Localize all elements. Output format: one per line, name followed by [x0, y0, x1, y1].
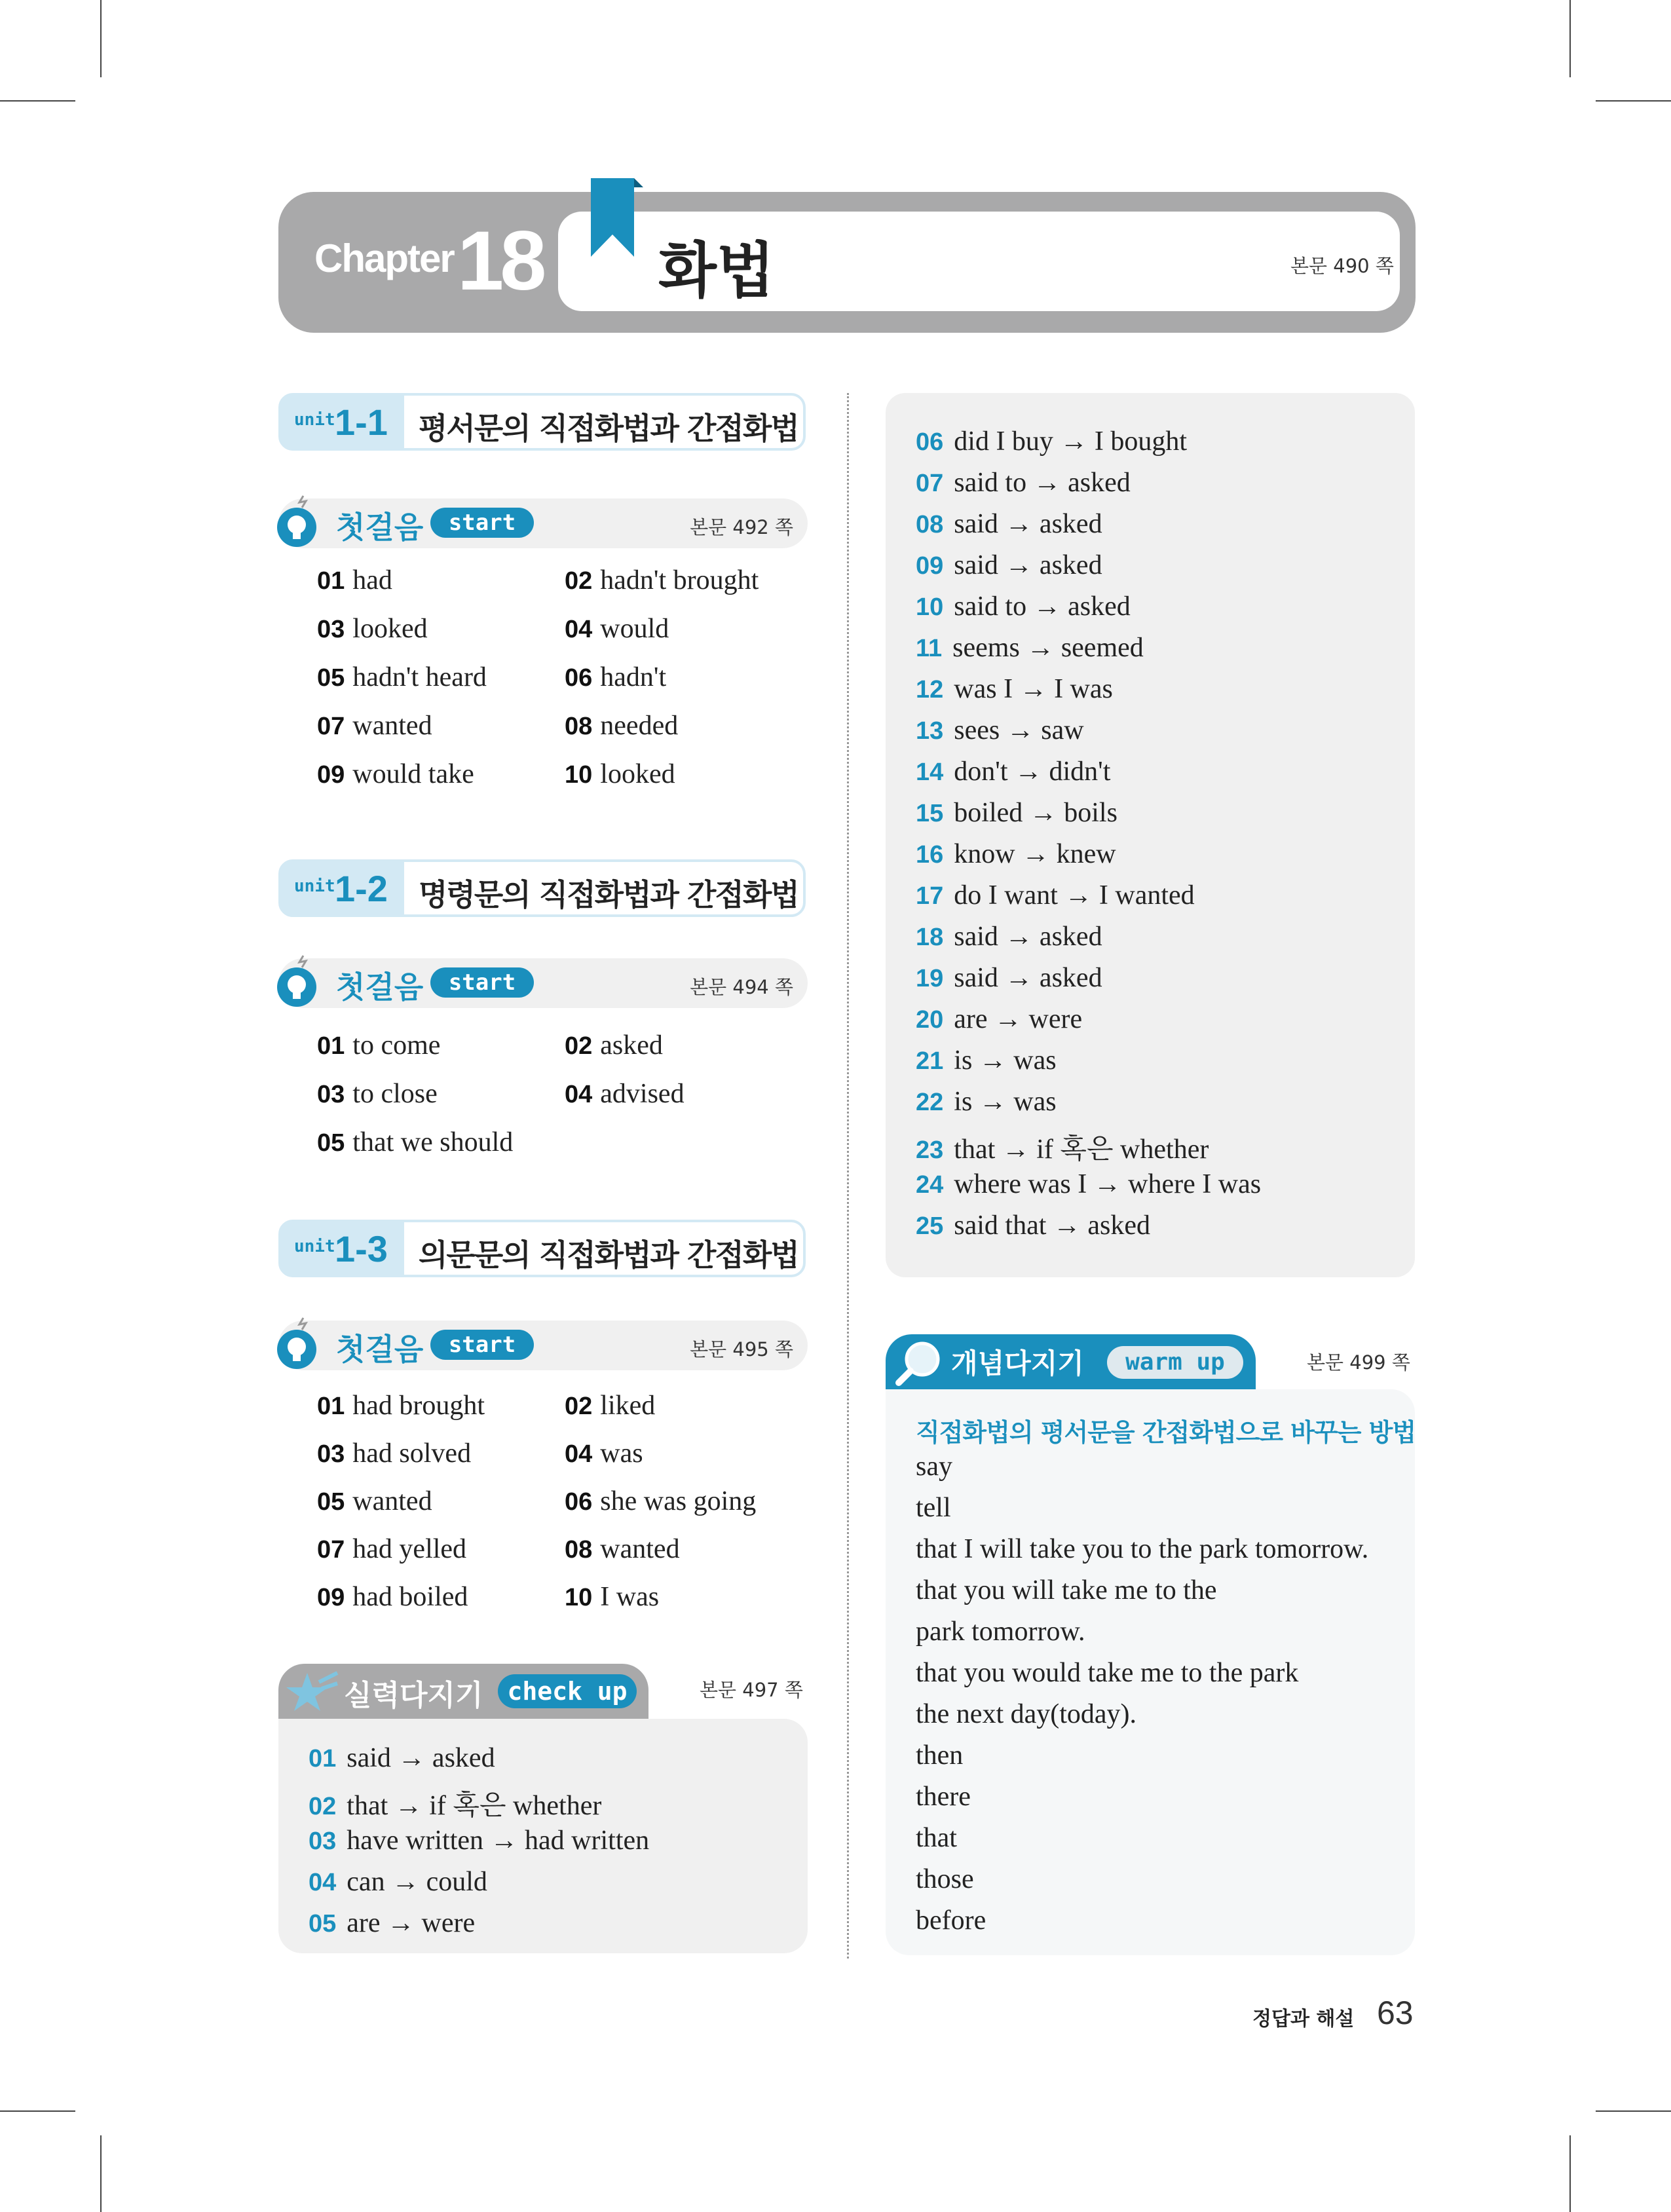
unit-label: unit: [294, 410, 335, 430]
crop-mark: [1569, 2135, 1571, 2212]
start-pill: start: [430, 508, 534, 538]
unit-number: 1-1: [335, 402, 388, 443]
start-section-1-2: [278, 958, 808, 1008]
answer-item: 25 said that → asked: [916, 1210, 1151, 1241]
check-up-page-ref: 본문 497 쪽: [700, 1679, 803, 1701]
start-section-1-1: [278, 498, 808, 548]
unit-header-1-3: [278, 1220, 806, 1277]
answer-item: 09 had boiled: [317, 1582, 468, 1612]
answer-item: 23 that → if 혹은 whether: [916, 1134, 1209, 1165]
unit-header-1-2: [278, 859, 806, 917]
crop-mark: [1596, 2110, 1671, 2112]
warm-up-pill: warm up: [1107, 1346, 1243, 1379]
answer-item: 01 to come: [317, 1030, 441, 1060]
warm-up-line: the next day(today).: [916, 1699, 1137, 1729]
warm-up-line: then: [916, 1740, 964, 1771]
answer-item: 03 have written → had written: [309, 1826, 650, 1856]
check-up-pill: check up: [498, 1674, 637, 1708]
answer-item: 04 advised: [565, 1079, 685, 1109]
answer-item: 02 asked: [565, 1030, 663, 1060]
answer-item: 01 had: [317, 565, 392, 595]
answer-item: 07 said to → asked: [916, 468, 1131, 498]
unit-title: 평서문의 직접화법과 간접화법: [419, 411, 798, 446]
unit-label: unit: [294, 1237, 335, 1256]
answer-item: 10 I was: [565, 1582, 660, 1612]
chapter-page-ref: 본문 490 쪽: [1290, 255, 1394, 277]
answer-item: 16 know → knew: [916, 839, 1116, 869]
page-ref: 본문 494 쪽: [690, 976, 793, 998]
crop-mark: [1596, 100, 1671, 102]
check-up-title: 실력다지기: [344, 1679, 483, 1712]
answer-item: 08 said → asked: [916, 509, 1102, 539]
answer-item: 02 liked: [565, 1391, 656, 1421]
answer-item: 04 would: [565, 614, 669, 644]
start-title: 첫걸음: [336, 969, 424, 1005]
page-ref: 본문 492 쪽: [690, 516, 793, 538]
lightbulb-icon: [274, 1317, 324, 1372]
answer-item: 13 sees → saw: [916, 715, 1084, 745]
chapter-title: 화법: [658, 236, 775, 306]
chapter-label: Chapter: [314, 236, 454, 280]
unit-title: 명령문의 직접화법과 간접화법: [419, 877, 798, 912]
page-ref: 본문 495 쪽: [690, 1338, 793, 1360]
warm-up-line: there: [916, 1782, 971, 1812]
warm-up-line: say: [916, 1452, 952, 1482]
check-up-header: [278, 1664, 648, 1719]
answer-item: 11 seems → seemed: [916, 633, 1144, 663]
answer-item: 10 looked: [565, 759, 675, 789]
bookmark-icon: [591, 178, 643, 265]
answer-item: 01 said → asked: [309, 1743, 495, 1773]
answer-item: 03 to close: [317, 1079, 438, 1109]
star-icon: [285, 1669, 339, 1715]
footer-label: 정답과 해설: [1252, 2008, 1355, 2031]
chapter-number: 18: [457, 214, 543, 308]
page-number: 63: [1377, 1995, 1414, 2031]
answer-item: 09 would take: [317, 759, 474, 789]
answer-item: 14 don't → didn't: [916, 757, 1111, 787]
answer-item: 06 she was going: [565, 1486, 757, 1516]
answer-item: 20 are → were: [916, 1004, 1083, 1034]
warm-up-header: [886, 1334, 1256, 1389]
unit-label: unit: [294, 876, 335, 896]
answer-item: 01 had brought: [317, 1391, 485, 1421]
lightbulb-icon: [274, 495, 324, 550]
answer-item: 21 is → was: [916, 1045, 1057, 1076]
answer-item: 07 had yelled: [317, 1534, 467, 1564]
answer-item: 02 that → if 혹은 whether: [309, 1791, 602, 1821]
start-section-1-3: [278, 1321, 808, 1370]
answer-item: 12 was I → I was: [916, 674, 1113, 704]
answer-item: 09 said → asked: [916, 550, 1102, 580]
unit-number: 1-3: [335, 1228, 388, 1269]
answer-item: 03 looked: [317, 614, 428, 644]
start-title: 첫걸음: [336, 1332, 424, 1367]
unit-number: 1-2: [335, 868, 388, 909]
lightbulb-icon: [274, 954, 324, 1009]
start-pill: start: [430, 967, 534, 998]
answer-item: 06 did I buy → I bought: [916, 426, 1188, 457]
warm-up-line: that you would take me to the park: [916, 1658, 1299, 1688]
warm-up-title: 개념다지기: [951, 1347, 1084, 1379]
answer-item: 08 needed: [565, 711, 679, 741]
answer-item: 10 said to → asked: [916, 591, 1131, 622]
warm-up-page-ref: 본문 499 쪽: [1307, 1351, 1410, 1374]
answer-item: 04 was: [565, 1438, 643, 1469]
start-pill: start: [430, 1330, 534, 1360]
answer-item: 04 can → could: [309, 1867, 487, 1897]
answer-item: 05 that we should: [317, 1127, 514, 1157]
warm-up-line: tell: [916, 1493, 951, 1523]
warm-up-heading: 직접화법의 평서문을 간접화법으로 바꾸는 방법: [916, 1418, 1416, 1447]
answer-item: 07 wanted: [317, 711, 432, 741]
answer-item: 24 where was I → where I was: [916, 1169, 1262, 1199]
answer-item: 05 wanted: [317, 1486, 432, 1516]
crop-mark: [100, 0, 102, 77]
answer-item: 22 is → was: [916, 1087, 1057, 1117]
answer-item: 02 hadn't brought: [565, 565, 759, 595]
warm-up-line: those: [916, 1864, 974, 1894]
warm-up-line: that: [916, 1823, 957, 1853]
warm-up-line: that I will take you to the park tomorrow.: [916, 1534, 1369, 1564]
answer-item: 15 boiled → boils: [916, 798, 1117, 828]
unit-header-1-1: [278, 393, 806, 451]
warm-up-line: before: [916, 1905, 986, 1936]
crop-mark: [100, 2135, 102, 2212]
warm-up-line: park tomorrow.: [916, 1617, 1085, 1647]
answer-item: 18 said → asked: [916, 922, 1102, 952]
answer-item: 06 hadn't: [565, 662, 667, 692]
magnifier-icon: [895, 1340, 943, 1387]
answer-item: 03 had solved: [317, 1438, 472, 1469]
answer-item: 05 are → were: [309, 1908, 476, 1938]
answer-item: 05 hadn't heard: [317, 662, 487, 692]
warm-up-line: that you will take me to the: [916, 1575, 1217, 1605]
answer-item: 17 do I want → I wanted: [916, 880, 1195, 910]
crop-mark: [0, 2110, 75, 2112]
start-title: 첫걸음: [336, 510, 424, 545]
crop-mark: [0, 100, 75, 102]
unit-title: 의문문의 직접화법과 간접화법: [419, 1237, 798, 1273]
answer-item: 08 wanted: [565, 1534, 680, 1564]
column-divider: [847, 393, 849, 1959]
answer-item: 19 said → asked: [916, 963, 1102, 993]
crop-mark: [1569, 0, 1571, 77]
